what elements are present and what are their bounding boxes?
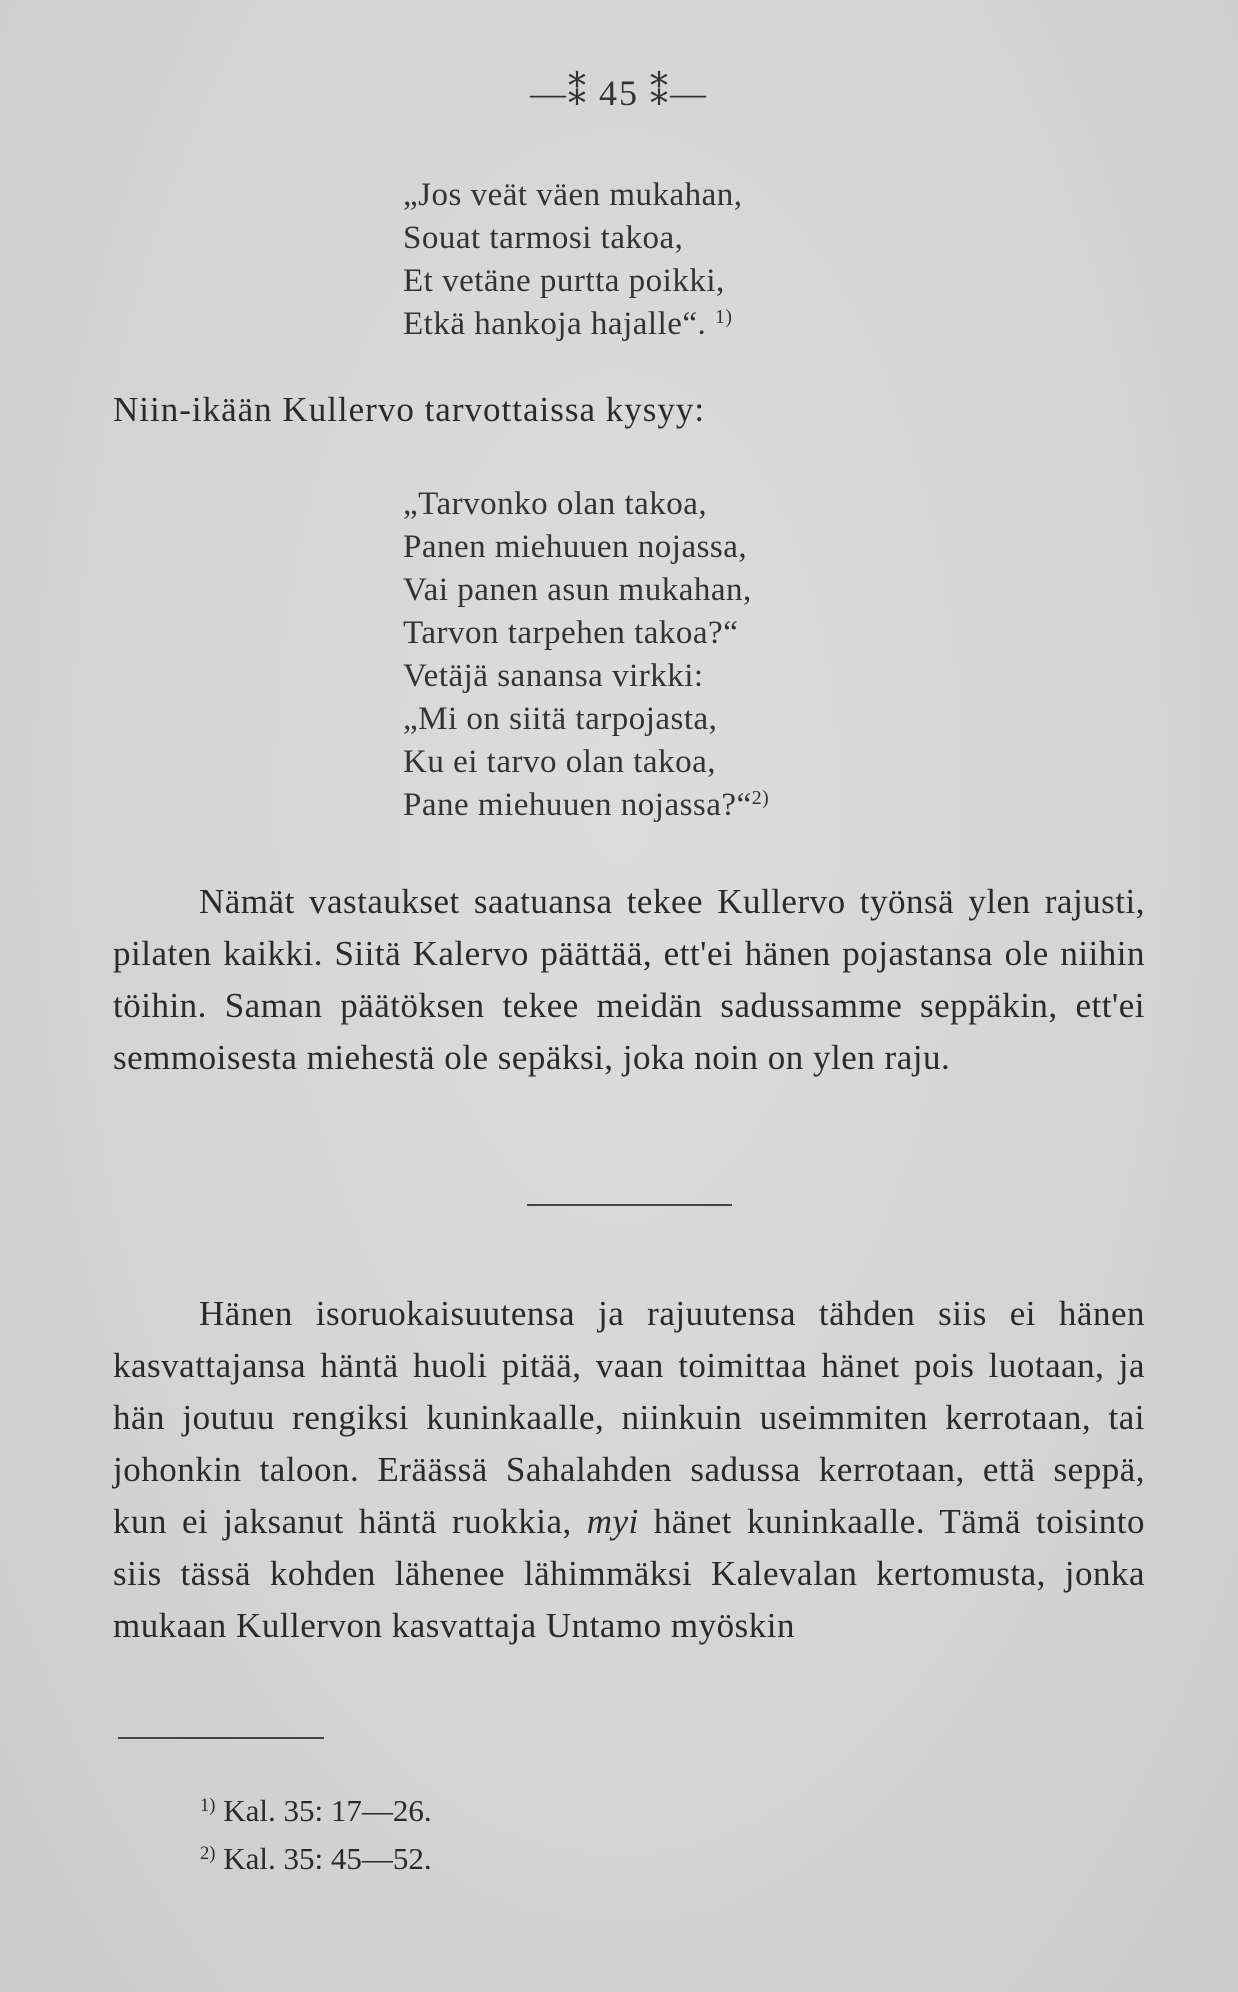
footnote-item: $^{1)}$ Kal. 35: 17—26. — [200, 1793, 432, 1828]
emphasis-word: myi — [586, 1502, 639, 1541]
verse-line: Et vetäne purtta poikki, — [403, 263, 725, 299]
verse-line: „Mi on siitä tarpojasta, — [403, 701, 718, 737]
verse-line: Vetäjä sanansa virkki: — [403, 658, 704, 694]
verse-line: Souat tarmosi takoa, — [403, 220, 684, 256]
verse-block-1 — [403, 174, 743, 346]
verse-line: Panen miehuuen nojassa, — [403, 529, 748, 565]
intro-line: Niin-ikään Kullervo tarvottaissa kysyy: — [113, 390, 706, 429]
section-divider — [527, 1204, 732, 1206]
verse-line: Vai panen asun mukahan, — [403, 572, 752, 608]
verse-line: Tarvon tarpehen takoa?“ — [403, 615, 739, 651]
footnotes — [200, 1787, 432, 1883]
paragraph-1: Nämät vastaukset saatuansa tekee Kullervo työnsä ylen rajusti, pilaten kaikki. Siitä Kalervo päättää, ett'ei hänen pojastansa ole niihin töihin. Saman päätöksen tekee meidän sadussamme seppäkin, ett'ei semmoisesta miehestä ole sepäksi, joka noin on ylen raju. — [113, 882, 1145, 1077]
verse-line: Etkä hankoja hajalle“. $^{1)}$ — [403, 306, 733, 342]
footnote-ref: 1) — [715, 306, 733, 329]
footnote-ref: 2) — [751, 787, 770, 810]
page-number: —⁑ 45 ⁑— — [530, 73, 708, 113]
verse-block-2 — [403, 483, 769, 827]
footnote-divider — [118, 1737, 324, 1739]
verse-line: Ku ei tarvo olan takoa, — [403, 744, 716, 780]
footnote-item: $^{2)}$ Kal. 35: 45—52. — [200, 1841, 432, 1876]
verse-line: Pane miehuuen nojassa?“$^{2)}$ — [403, 787, 770, 823]
verse-line: „Tarvonko olan takoa, — [403, 486, 708, 522]
page-header — [0, 72, 1238, 114]
verse-line: „Jos veät väen mukahan, — [403, 177, 743, 213]
paragraph-2: Hänen isoruokaisuutensa ja rajuutensa tähden siis ei hänen kasvattajansa häntä huoli pitää, vaan toimittaa hänet pois luotaan, ja hän joutuu rengiksi kuninkaalle, niinkuin useimmiten kerrotaan, tai johonkin taloon. Eräässä Sahalahden sadussa kerrotaan, että seppä, kun ei jaksanut häntä ruokkia, myi hänet kuninkaalle. Tämä toisinto siis tässä kohden lähenee lähimmäksi Kalevalan kertomusta, jonka mukaan Kullervon kasvattaja Untamo myöskin — [113, 1294, 1145, 1645]
